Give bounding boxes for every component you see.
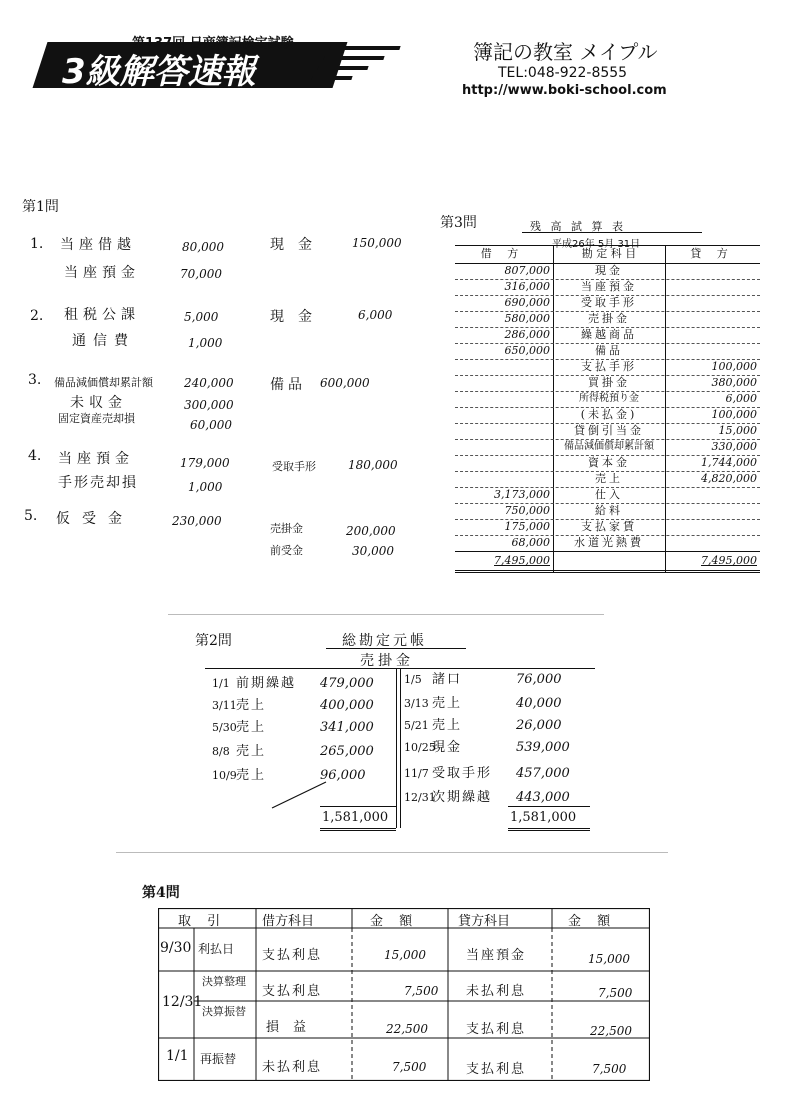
q2-entry-amount: 265,000 [320,744,374,759]
q3-row-account: 備品 [595,344,623,357]
q2-title: 総勘定元帳 [342,633,427,649]
banner-title: 3級解答速報 [62,52,256,92]
q3-trial-balance-table [455,245,760,573]
q3-row-credit [667,534,757,552]
q4-debit-amount: 22,500 [386,1022,428,1036]
q2-entry-amount: 539,000 [516,740,570,755]
q1-debit-amount: 300,000 [184,398,234,412]
q2-entry-desc: 前期繰越 [236,676,297,691]
q2-entry-date: 3/11 [212,699,237,712]
q3-header-credit: 貸 方 [690,247,734,260]
q3-row-credit: 4,820,000 [701,472,757,485]
q3-row-credit: 100,000 [711,408,757,421]
banner-stripe [329,46,400,50]
q4-credit-amount: 7,500 [598,986,633,1000]
q1-credit-amount: 6,000 [358,308,393,322]
q4-debit-account: 未払利息 [262,1060,323,1075]
q1-debit-account: 租税公課 [64,307,140,323]
banner-stripe [317,66,368,70]
q3-header-account: 勘 定 科 目 [581,247,637,260]
school-name: 簿記の教室 メイプル [473,40,658,64]
school-tel: TEL:048-922-8555 [498,65,628,81]
q4-header-credit-amount: 金 額 [568,914,617,929]
q2-entry-date: 8/8 [212,745,230,758]
q1-debit-amount: 179,000 [180,456,230,470]
q3-row-debit: 580,000 [504,312,550,325]
section-divider [168,614,604,615]
q2-total-left: 1,581,000 [322,810,389,825]
q2-entry-desc: 受取手形 [432,766,493,781]
q2-label: 第2問 [195,633,232,649]
q2-center-divider [396,668,401,828]
q2-entry-amount: 26,000 [516,718,562,733]
q2-entry-left [212,694,374,713]
q2-entry-desc: 諸口 [432,672,463,687]
q3-total-credit: 7,495,000 [701,554,757,567]
q3-row-account: 繰越商品 [581,328,637,341]
q3-title-rule [522,232,702,233]
q2-entry-date: 10/25 [404,741,436,754]
q4-header-credit-account: 貸方科目 [458,914,511,929]
q4-credit-account: 当座預金 [466,948,527,963]
q1-debit-amount: 230,000 [172,514,222,528]
exam-name: 第137回 日商簿記検定試験 [132,36,294,51]
q2-title-rule [326,648,466,649]
q3-row-account: 売上 [595,472,623,485]
q4-header-debit-account: 借方科目 [262,914,315,929]
q2-entry-right [404,736,570,755]
q4-credit-account: 支払利息 [466,1022,527,1037]
q2-entry-amount: 40,000 [516,696,562,711]
q3-row-account: 支払家賃 [581,520,637,533]
q2-entry-date: 1/5 [404,673,422,686]
q1-debit-amount: 70,000 [180,267,222,281]
q4-credit-amount: 22,500 [590,1024,632,1038]
q3-label: 第3問 [440,215,477,231]
q2-total-rule-left [320,806,396,807]
q3-title: 残 高 試 算 表 [530,220,626,233]
q2-entry-amount: 400,000 [320,698,374,713]
q3-row-credit: 15,000 [718,424,757,437]
q2-double-rule-left [320,828,396,831]
q3-row-account: 支払手形 [581,360,637,373]
q3-row-account: 売掛金 [588,312,630,325]
q1-credit-account: 備品 [270,377,306,393]
q1-credit-amount: 30,000 [352,544,394,558]
q1-debit-account: 当座借越 [60,237,136,253]
q2-total-rule-right [508,806,590,807]
q2-entry-amount: 479,000 [320,676,374,691]
q2-entry-date: 10/9 [212,769,237,782]
q4-type: 決算整理 [202,975,246,988]
q2-entry-amount: 96,000 [320,768,366,783]
q2-entry-right [404,668,562,687]
q3-row-debit: 750,000 [504,504,550,517]
section-divider [116,852,668,853]
q3-row-debit: 316,000 [504,280,550,293]
q1-credit-amount: 150,000 [352,236,402,250]
q3-row-account: (未払金) [580,408,638,421]
header-banner [40,32,400,94]
q3-bottom-rule [455,570,760,573]
q3-row-account: 現金 [595,264,623,277]
q4-debit-amount: 7,500 [392,1060,427,1074]
q4-credit-account: 支払利息 [466,1062,527,1077]
q2-entry-amount: 76,000 [516,672,562,687]
q3-row-credit: 1,744,000 [701,456,757,469]
q2-account: 売掛金 [360,653,414,669]
q4-debit-account: 支払利息 [262,984,323,999]
q3-row-account: 給料 [595,504,623,517]
q4-header-debit-amount: 金 額 [370,914,419,929]
q2-entry-desc: 売上 [236,698,267,713]
banner-stripe [323,56,384,60]
q4-debit-amount: 7,500 [404,984,439,998]
school-url[interactable]: http://www.boki-school.com [462,83,667,98]
q1-debit-amount: 240,000 [184,376,234,390]
q3-row-account: 水道光熱費 [574,536,644,549]
q4-debit-amount: 15,000 [384,948,426,962]
q2-entry-date: 5/30 [212,721,237,734]
q1-item-no: 5. [24,508,38,524]
q4-header-transaction: 取 引 [178,914,227,929]
q2-entry-right [404,786,570,805]
q1-credit-account: 現金 [270,309,326,325]
q4-type: 利払日 [198,942,235,956]
q4-type: 決算振替 [202,1005,246,1018]
q2-total-right: 1,581,000 [510,810,577,825]
q2-entry-amount: 443,000 [516,790,570,805]
q1-debit-account: 固定資産売却損 [58,412,135,425]
q1-credit-amount: 180,000 [348,458,398,472]
q3-row-account: 買掛金 [588,376,630,389]
q1-debit-amount: 1,000 [188,480,223,494]
q2-entry-desc: 次期繰越 [432,790,493,805]
q4-type: 再振替 [200,1052,237,1066]
q3-row-account: 備品減価償却累計額 [564,441,654,452]
q3-row-debit: 690,000 [504,296,550,309]
q1-debit-account: 備品減価償却累計額 [54,376,153,389]
q3-row-credit: 380,000 [711,376,757,389]
q2-entry-left [212,716,374,735]
q3-row-debit: 807,000 [504,264,550,277]
q2-entry-date: 11/7 [404,767,429,780]
q3-header-debit: 借 方 [480,247,525,260]
q3-row-account: 仕入 [595,488,623,501]
q1-label: 第1問 [22,199,59,215]
q3-row-debit: 3,173,000 [494,488,550,501]
q1-debit-amount: 1,000 [188,336,223,350]
q1-credit-amount: 600,000 [320,376,370,390]
q4-credit-amount: 7,500 [592,1062,627,1076]
q1-credit-amount: 200,000 [346,524,396,538]
q2-entry-desc: 現金 [432,740,463,755]
q1-debit-account: 手形売却損 [58,475,138,491]
q3-row-debit: 175,000 [504,520,550,533]
q1-credit-account: 受取手形 [272,460,316,473]
q1-debit-amount: 80,000 [182,240,224,254]
q4-date: 1/1 [166,1048,189,1064]
q1-debit-account: 当座預金 [64,265,140,281]
q4-label: 第4問 [142,885,180,901]
q2-entry-right [404,714,562,733]
q2-double-rule-right [508,828,590,831]
q2-entry-date: 12/31 [404,791,436,804]
q1-item-no: 2. [30,308,44,324]
q4-date: 12/31 [162,994,203,1010]
q2-entry-desc: 売上 [432,696,463,711]
q3-row-credit: 330,000 [711,440,757,453]
q3-date: 平成26年 5月 31日 [552,239,641,250]
q2-entry-desc: 売上 [236,744,267,759]
q1-credit-account: 売掛金 [270,522,303,535]
q3-row-debit: 286,000 [504,328,550,341]
q1-item-no: 3. [28,372,42,388]
banner-stripe [311,76,352,80]
q3-total-debit: 7,495,000 [494,554,550,567]
q1-debit-account: 仮受金 [56,511,134,527]
q4-journal-table [158,908,650,1081]
q2-entry-desc: 売上 [432,718,463,733]
q1-credit-account: 前受金 [270,544,303,557]
q3-row-debit: 650,000 [504,344,550,357]
q4-credit-amount: 15,000 [588,952,630,966]
q4-date: 9/30 [160,940,192,956]
q3-row-account: 所得税預り金 [579,393,639,404]
q2-entry-date: 3/13 [404,697,429,710]
q1-debit-amount: 5,000 [184,310,219,324]
q4-debit-account: 損益 [266,1020,321,1035]
q3-row-account: 貸倒引当金 [574,424,644,437]
q3-row-account: 資本金 [588,456,630,469]
q2-entry-desc: 売上 [236,768,267,783]
q2-entry-left [212,740,374,759]
q2-entry-desc: 売上 [236,720,267,735]
q1-credit-account: 現金 [270,237,326,253]
q2-entry-date: 5/21 [404,719,429,732]
q1-debit-account: 当座預金 [58,451,134,467]
q2-entry-amount: 457,000 [516,766,570,781]
q1-item-no: 1. [30,236,44,252]
q1-debit-account: 未収金 [70,395,127,411]
q3-row-account: 受取手形 [581,296,637,309]
q3-row-debit: 68,000 [511,536,550,549]
q2-entry-date: 1/1 [212,677,230,690]
q1-debit-account: 通信費 [72,333,135,349]
q3-row-credit: 6,000 [725,392,757,405]
q1-debit-amount: 60,000 [190,418,232,432]
q2-entry-left [212,672,374,691]
q1-item-no: 4. [28,448,42,464]
q4-debit-account: 支払利息 [262,948,323,963]
q3-row-credit: 100,000 [711,360,757,373]
q2-entry-amount: 341,000 [320,720,374,735]
q2-entry-right [404,692,562,711]
q3-row-account: 当座預金 [581,280,637,293]
q2-entry-right [404,762,570,781]
q4-credit-account: 未払利息 [466,984,527,999]
